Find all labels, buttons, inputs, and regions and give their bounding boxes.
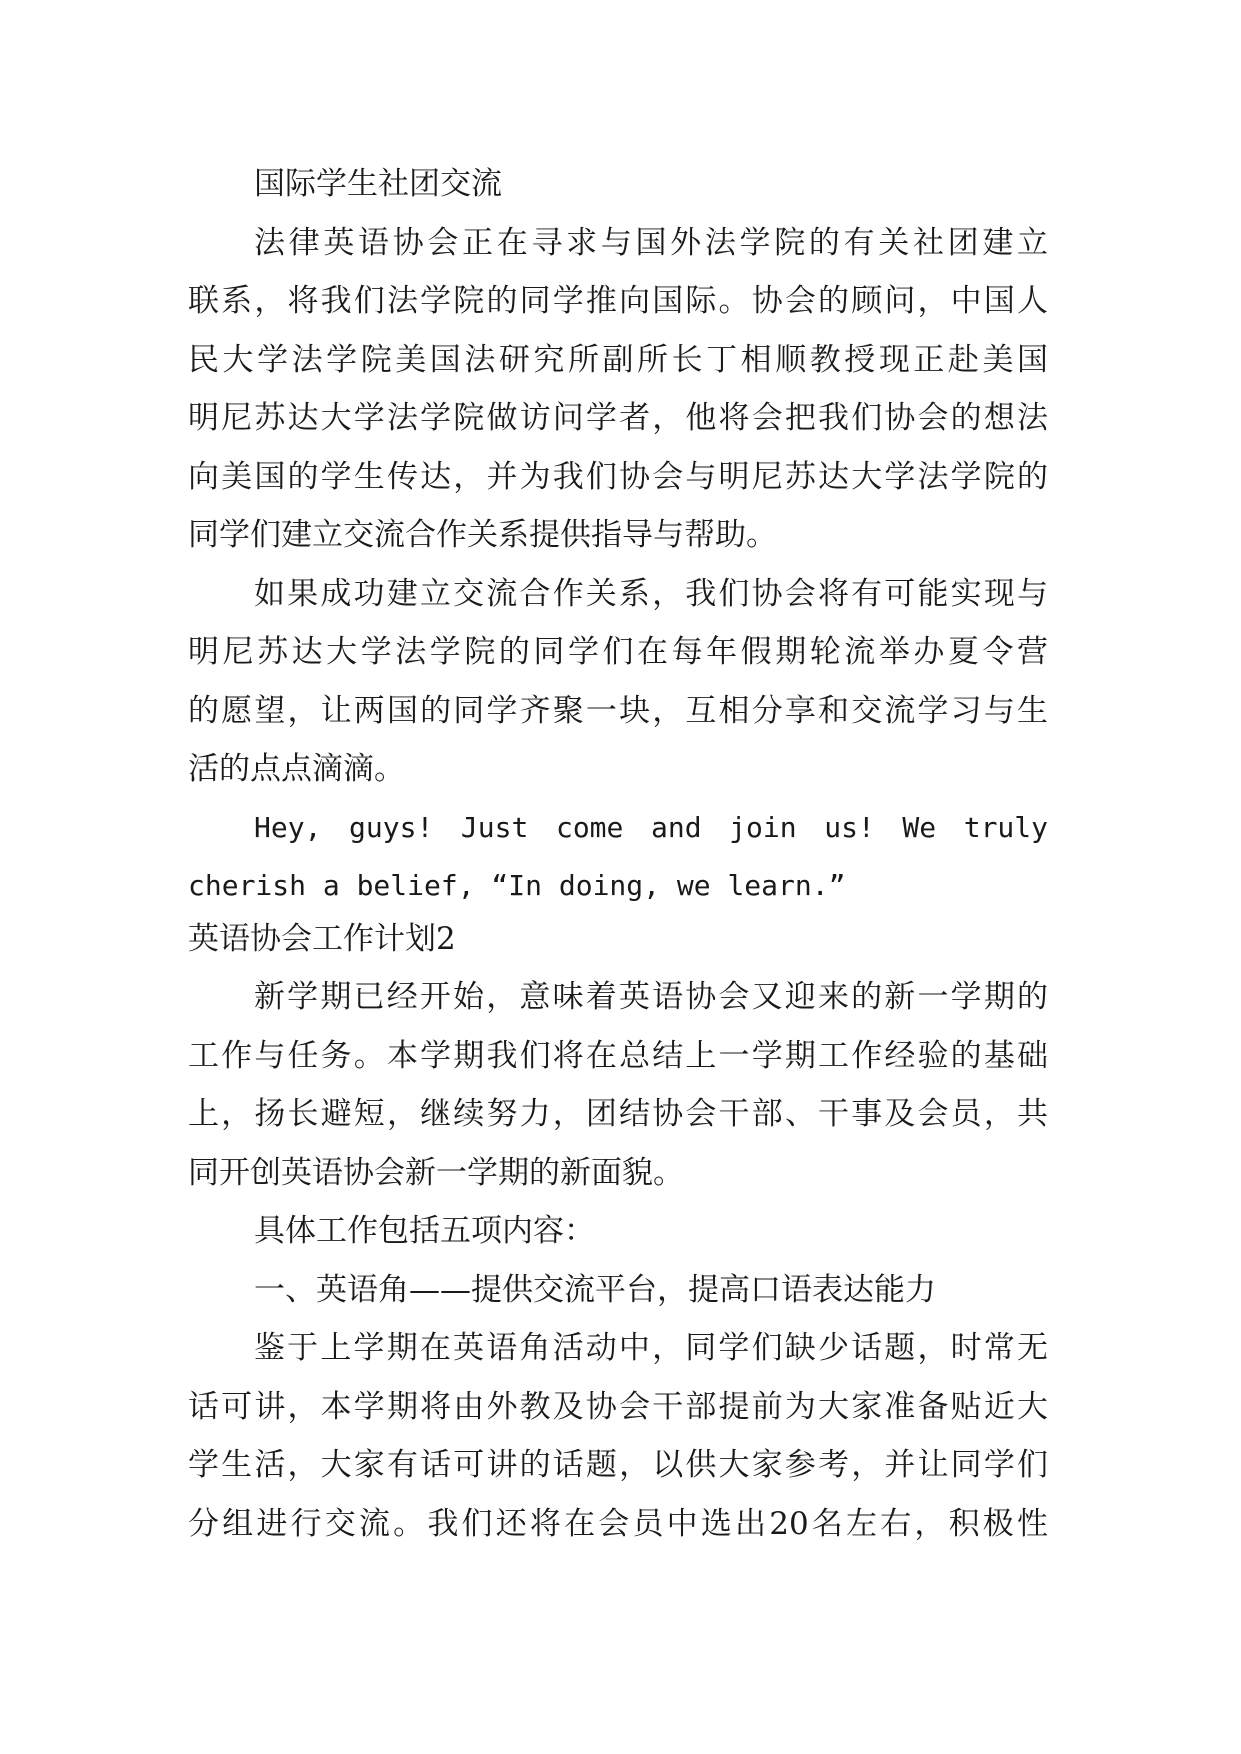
paragraph-line: 向美国的学生传达，并为我们协会与明尼苏达大学法学院的 [188, 458, 1048, 495]
paragraph-line: 明尼苏达大学法学院做访问学者，他将会把我们协会的想法 [188, 400, 1048, 436]
paragraph-line: 分组进行交流。我们还将在会员中选出20名左右，积极性 [188, 1505, 1048, 1542]
paragraph-line: 上，扬长避短，继续努力，团结协会干部、干事及会员，共 [188, 1096, 1048, 1132]
paragraph-line: 联系，将我们法学院的同学推向国际。协会的顾问，中国人 [188, 283, 1048, 319]
paragraph-line: 民大学法学院美国法研究所副所长丁相顺教授现正赴美国 [188, 341, 1048, 378]
paragraph-line: 如果成功建立交流合作关系，我们协会将有可能实现与 [254, 575, 1048, 612]
paragraph-line: 明尼苏达大学法学院的同学们在每年假期轮流举办夏令营 [188, 634, 1048, 670]
paragraph-line: 新学期已经开始，意味着英语协会又迎来的新一学期的 [254, 979, 1048, 1015]
paragraph-line: 话可讲，本学期将由外教及协会干部提前为大家准备贴近大 [188, 1388, 1048, 1425]
paragraph-line: 活的点点滴滴。 [188, 751, 405, 787]
section-heading: 国际学生社团交流 [254, 166, 502, 202]
paragraph-line: 工作与任务。本学期我们将在总结上一学期工作经验的基础 [188, 1037, 1048, 1074]
paragraph-line: 的愿望，让两国的同学齐聚一块，互相分享和交流学习与生 [188, 692, 1048, 729]
english-paragraph-line: cherish a belief, “In doing, we learn.” [188, 869, 846, 902]
paragraph-line: 法律英语协会正在寻求与国外法学院的有关社团建立 [254, 224, 1048, 261]
document-title: 英语协会工作计划2 [188, 920, 456, 957]
subsection-heading: 一、英语角——提供交流平台，提高口语表达能力 [254, 1271, 936, 1308]
paragraph-line: 同开创英语协会新一学期的新面貌。 [188, 1154, 684, 1191]
paragraph-line: 鉴于上学期在英语角活动中，同学们缺少话题，时常无 [254, 1330, 1048, 1366]
paragraph-line: 学生活，大家有话可讲的话题，以供大家参考，并让同学们 [188, 1447, 1048, 1483]
english-paragraph-line: Hey, guys! Just come and join us! We truly [254, 810, 1048, 844]
paragraph-line: 同学们建立交流合作关系提供指导与帮助。 [188, 517, 777, 553]
document-page [188, 155, 1048, 1553]
paragraph-line: 具体工作包括五项内容： [254, 1213, 595, 1249]
